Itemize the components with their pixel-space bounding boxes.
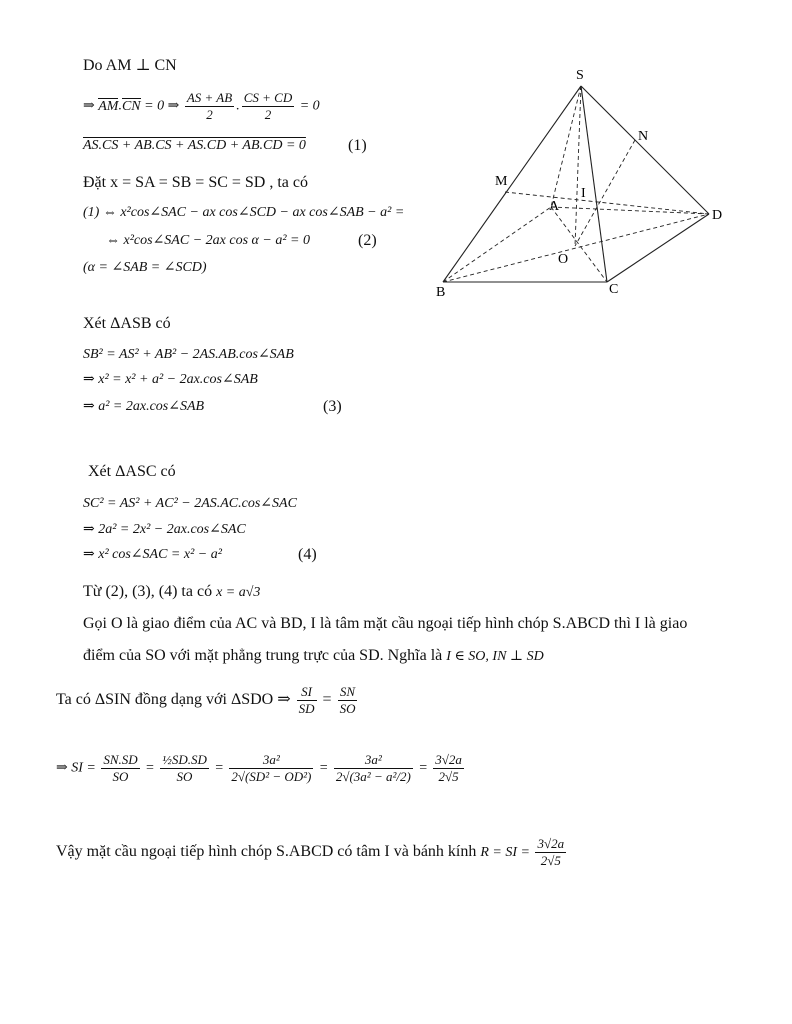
eq-1-expansion: (1) ⇔ x²cos∠SAC − ax cos∠SCD − ax cos∠SAB − a² = [83, 205, 405, 220]
fraction-half-sd: $\frac{\text{½SD.SD}}{SO}$ [162, 752, 207, 784]
eq-label-4: (4) [298, 546, 317, 563]
eq-sb-squared: SB² = AS² + AB² − 2AS.AB.cos∠SAB [83, 347, 294, 362]
label-m: M [495, 174, 508, 189]
text-conclusion: Vậy mặt cầu ngoại tiếp hình chóp S.ABCD có tâm I và bánh kính R = SI = $\frac{3√2a}{2√5}$ [56, 836, 565, 868]
label-s: S [576, 68, 584, 83]
edge-ba [443, 207, 551, 282]
label-c: C [609, 282, 619, 297]
fraction-3a2-sqrt-2: $\frac{\text{3a²}}{\text{2√(3a² − a²/2)}}$ [335, 752, 411, 784]
eq-vector-dot-product: ⇒ AM.CN = 0 ⇒ $\frac{AS + AB}{2}$ . $\frac{CS + CD}{2}$ = 0 [83, 90, 320, 122]
segment-so [575, 86, 581, 246]
label-b: B [436, 285, 446, 300]
eq-4: ⇒ x² cos∠SAC = x² − a² [83, 547, 222, 562]
edge-sd [581, 86, 709, 214]
label-a: A [549, 199, 560, 214]
text-diem-so: điểm của SO với mặt phẳng trung trực của SD. Nghĩa là I ∈ SO, IN ⊥ SD [83, 647, 544, 664]
text-similar-triangles: Ta có ΔSIN đồng dạng với ΔSDO ⇒ $\frac{SI}{SD}$ = $\frac{SN}{SO}$ [56, 684, 356, 716]
fraction-3a2-sqrt: $\frac{\text{3a²}}{\text{2√(SD² − OD²)}}$ [231, 752, 312, 784]
pyramid-figure [425, 62, 735, 302]
eq-label-1: (1) [348, 137, 367, 154]
eq-expanded-dot-product: AS.CS + AB.CS + AS.CD + AB.CD = 0 [83, 138, 306, 153]
eq-si-computation: ⇒ SI = $\frac{SN.SD}{SO}$ = $\frac{\text{½SD.SD}}{SO}$ = $\frac{\text{3a²}}{\text{2√(SD² − OD²)}}$ = $\frac{\text{3a²}}{\text{2√(3a² − a²/2)}}$ = $\frac{3√2a}{2√5}$ [56, 752, 462, 784]
eq-label-3: (3) [323, 398, 342, 415]
eq-label-2: (2) [358, 232, 377, 249]
eq-2a-squared: ⇒ 2a² = 2x² − 2ax.cos∠SAC [83, 522, 246, 537]
fraction-result: $\frac{3√2a}{2√5}$ [435, 752, 462, 784]
edge-sa [551, 86, 581, 207]
text-do-am-perp-cn: Do AM ⊥ CN [83, 57, 177, 74]
text-dat-x: Đặt x = SA = SB = SC = SD , ta có [83, 174, 309, 191]
text-result-x: Từ (2), (3), (4) ta có x = a√3 [83, 583, 261, 600]
label-i: I [581, 186, 586, 201]
segment-md [505, 192, 709, 214]
eq-x-squared: ⇒ x² = x² + a² − 2ax.cos∠SAB [83, 372, 258, 387]
text-goi-o: Gọi O là giao điểm của AC và BD, I là tâm mặt cầu ngoại tiếp hình chóp S.ABCD thì I là giao [83, 615, 688, 632]
eq-alpha-definition: (α = ∠SAB = ∠SCD) [83, 260, 207, 275]
label-o: O [558, 252, 569, 267]
eq-3: ⇒ a² = 2ax.cos∠SAB [83, 399, 205, 414]
label-n: N [638, 129, 649, 144]
edge-ad [551, 207, 709, 214]
fraction-cs-cd: $\frac{CS + CD}{2}$ [243, 90, 293, 122]
text-xet-asc: Xét ΔASC có [88, 463, 176, 480]
edge-cd [607, 214, 709, 282]
text-xet-asb: Xét ΔASB có [83, 315, 171, 332]
fraction-sn-so: $\frac{SN}{SO}$ [339, 684, 356, 716]
fraction-final-radius: $\frac{3√2a}{2√5}$ [537, 836, 565, 868]
fraction-si-sd: $\frac{SI}{SD}$ [298, 684, 315, 716]
eq-2: ⇔ x²cos∠SAC − 2ax cos α − a² = 0 [106, 233, 310, 248]
eq-sc-squared: SC² = AS² + AC² − 2AS.AC.cos∠SAC [83, 496, 297, 511]
fraction-as-ab: $\frac{AS + AB}{2}$ [186, 90, 233, 122]
label-d: D [712, 208, 723, 223]
fraction-sn-sd-so: $\frac{SN.SD}{SO}$ [103, 752, 138, 784]
edge-bd [443, 214, 709, 282]
